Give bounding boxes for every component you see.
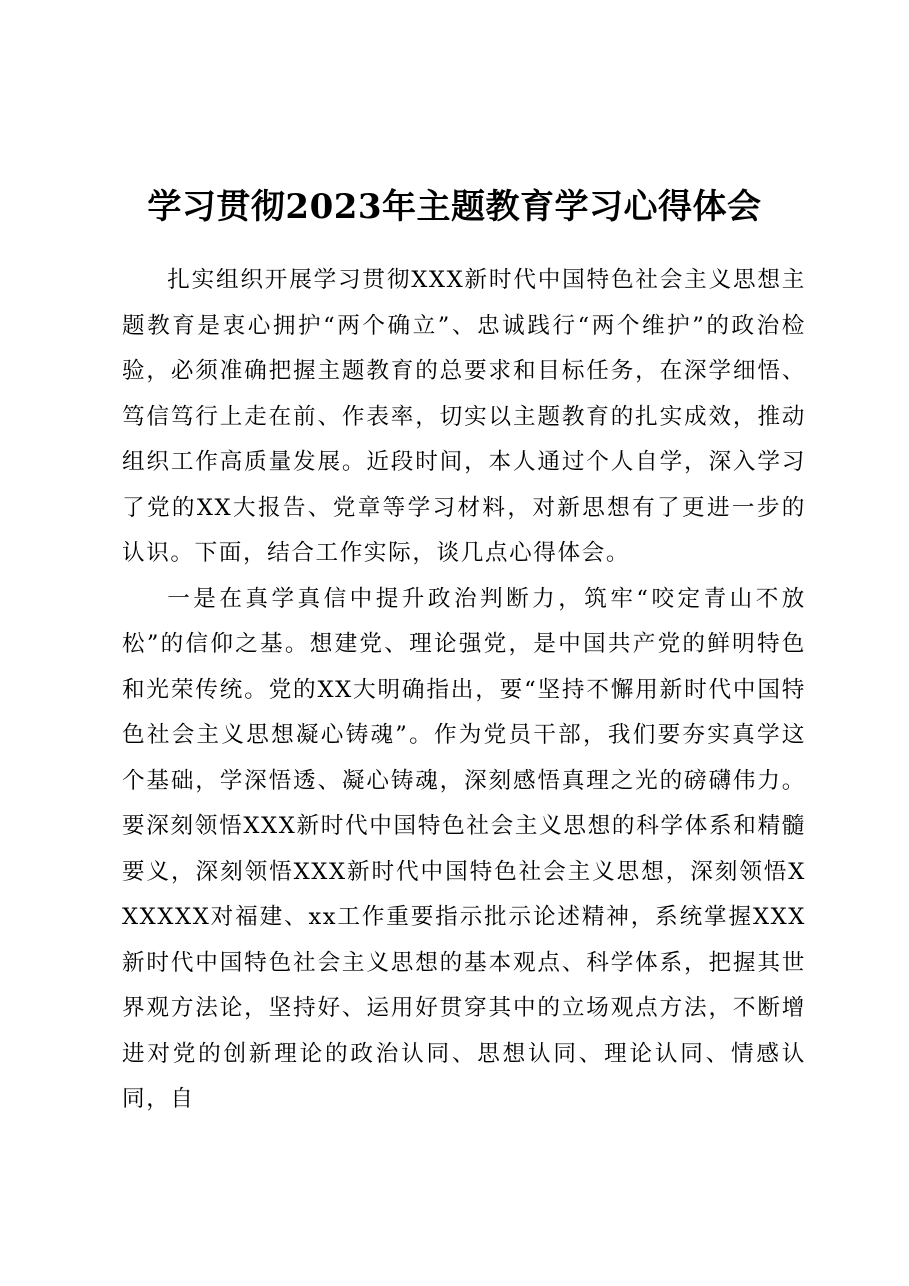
paragraph-intro: 扎实组织开展学习贯彻XXX新时代中国特色社会主义思想主题教育是衷心拥护“两个确立”、忠诚践行“两个维护”的政治检验，必须准确把握主题教育的总要求和目标任务，在深学细悟、笃信笃行上走在前、作表率，切实以主题教育的扎实成效，推动组织工作高质量发展。近段时间，本人通过个人自学，深入学习了党的XX大报告、党章等学习材料，对新思想有了更进一步的认识。下面，结合工作实际，谈几点心得体会。 bbox=[122, 267, 806, 566]
paragraph-point-one: 一是在真学真信中提升政治判断力，筑牢“咬定青山不放松”的信仰之基。想建党、理论强党，是中国共产党的鲜明特色和光荣传统。党的XX大明确指出，要“坚持不懈用新时代中国特色社会主义思想凝心铸魂”。作为党员干部，我们要夯实真学这个基础，学深悟透、凝心铸魂，深刻感悟真理之光的磅礴伟力。要深刻领悟XXX新时代中国特色社会主义思想的科学体系和精髓要义，深刻领悟XXX新时代中国特色社会主义思想，深刻领悟XXXXXX对福建、xx工作重要指示批示论述精神，系统掌握XXX新时代中国特色社会主义思想的基本观点、科学体系，把握其世界观方法论，坚持好、运用好贯穿其中的立场观点方法，不断增进对党的创新理论的政治认同、思想认同、理论认同、情感认同，自 bbox=[122, 585, 806, 1112]
document-title: 学习贯彻2023年主题教育学习心得体会 bbox=[147, 187, 762, 227]
document-body bbox=[122, 258, 806, 1123]
